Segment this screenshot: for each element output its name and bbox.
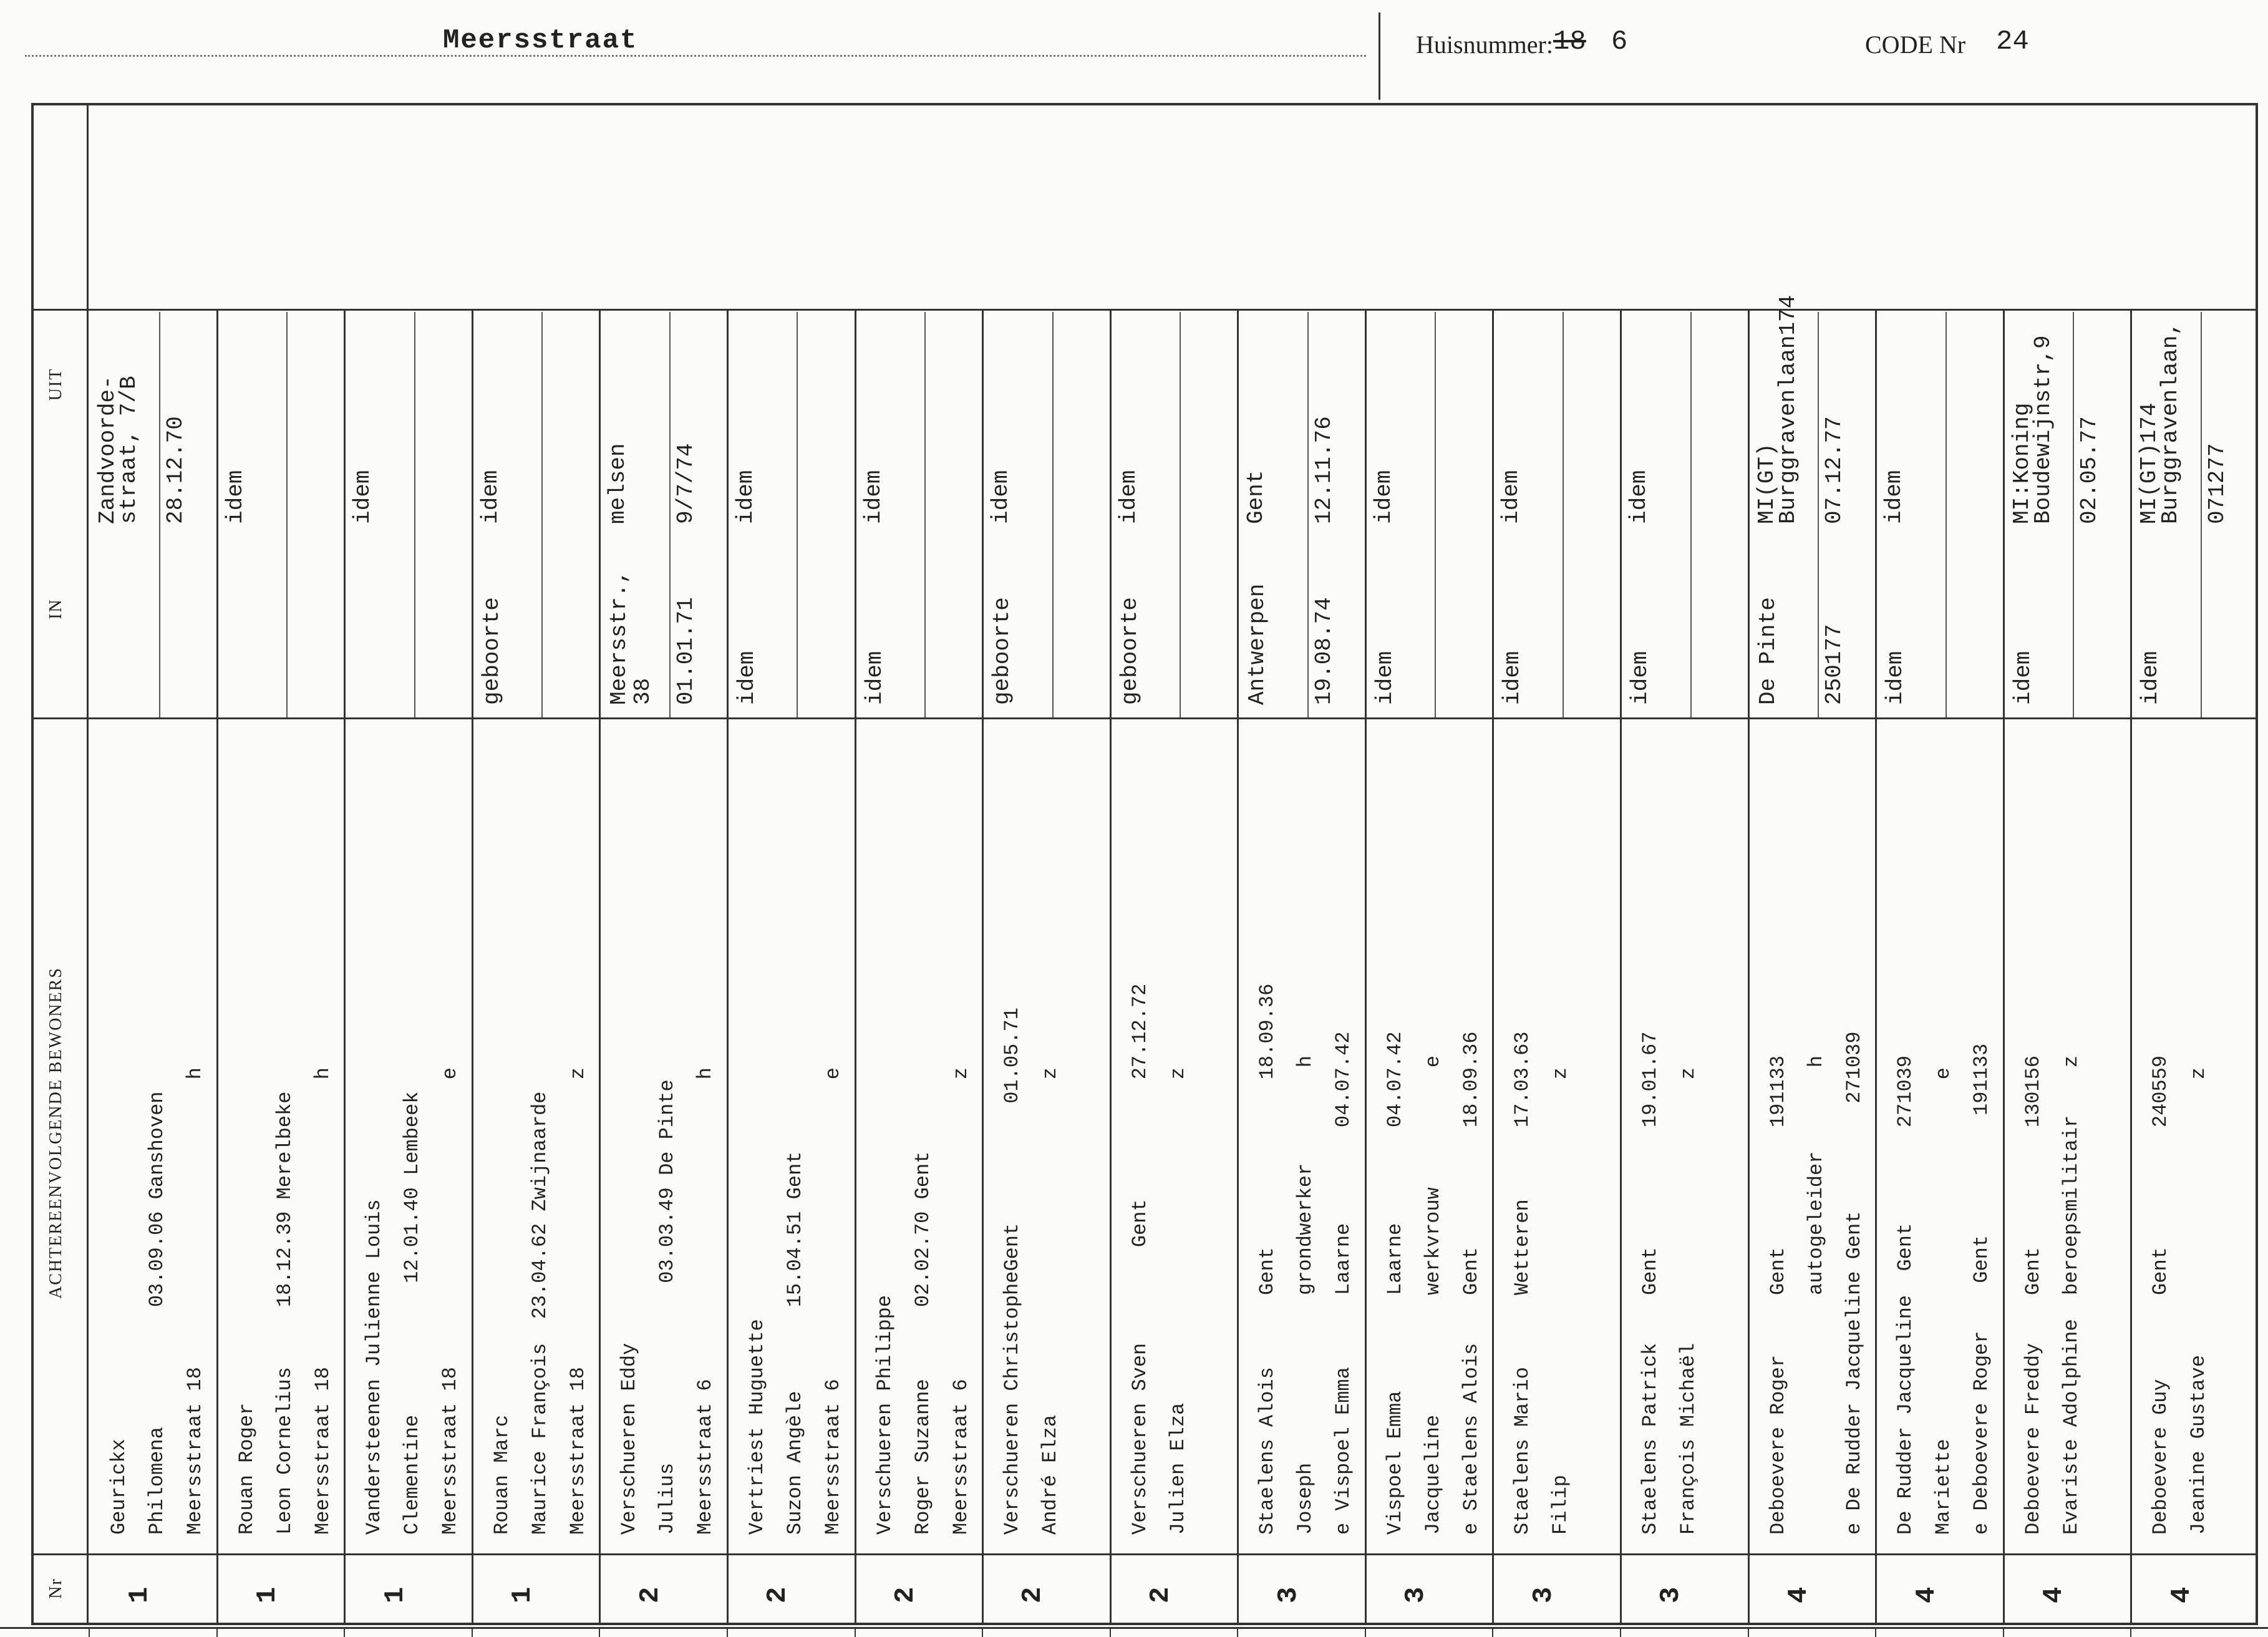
code-label: CODE Nr: [1865, 31, 1966, 59]
huisnummer-value: [1553, 26, 1627, 57]
in-subdivider: [1052, 537, 1054, 717]
resident-entry: Geurickx Philomena 03.09.06 Ganshoven Meersstraat 18 h: [107, 1067, 206, 1535]
uit-subdivider: [1307, 312, 1309, 537]
uit-destination: idem: [861, 470, 886, 524]
in-subdivider: [669, 537, 671, 717]
uit-date: 02.05.77: [2077, 416, 2102, 524]
in-origin: idem: [1500, 651, 1525, 705]
huisnummer-struck: 18: [1553, 26, 1586, 57]
in-origin: idem: [1883, 651, 1908, 705]
resident-entry: Verschueren Philippe Roger Suzanne 02.02.70 Gent Meersstraat 6 z: [873, 1067, 972, 1535]
in-subdivider: [159, 537, 160, 717]
resident-entry: Rouan Marc Maurice François 23.04.62 Zwijnaarde Meersstraat 18 z: [490, 1067, 589, 1535]
uit-date: 9/7/74: [673, 443, 699, 524]
uit-destination: idem: [1626, 470, 1652, 524]
row-separator: [1110, 309, 1112, 1625]
col-in-label: IN: [46, 598, 65, 619]
resident-entry: Staelens Alois Gent 18.09.36 Joseph grondwerker h e Vispoel Emma Laarne 04.07.42: [1256, 983, 1355, 1535]
row-nr: 2: [635, 1586, 666, 1603]
resident-entry: Vertriest Huguette Suzon Angèle 15.04.51 Gent Meersstraat 6 e: [745, 1067, 845, 1535]
row-separator: [1875, 309, 1877, 1625]
resident-entry: Staelens Mario Wetteren 17.03.63 Filip z: [1511, 1031, 1572, 1535]
resident-entry: Verschueren Eddy Julius 03.03.49 De Pinte Meersstraat 6 h: [618, 1067, 717, 1535]
row-separator: [982, 309, 984, 1625]
resident-entry: Deboevere Roger Gent 191133 autogeleider h e De Rudder Jacqueline Gent 271039: [1766, 1031, 1866, 1535]
column-header-strip: [31, 103, 89, 1625]
in-subdivider: [2073, 537, 2074, 717]
in-subdivider: [541, 537, 543, 717]
resident-entry: Rouan Roger Leon Cornelius 18.12.39 Merelbeke Meersstraat 18 h: [235, 1067, 334, 1535]
uit-date: 071277: [2204, 443, 2230, 524]
row-separator: [472, 309, 473, 1625]
row-separator: [1620, 309, 1622, 1625]
uit-date: 07.12.77: [1821, 416, 1847, 524]
uit-subdivider: [286, 312, 288, 537]
uit-destination: MI(GT)174 Burggravenlaan,: [2136, 321, 2183, 524]
in-subdivider: [414, 537, 415, 717]
huisnummer-label: Huisnummer:: [1416, 31, 1553, 59]
uit-destination: idem: [1498, 470, 1524, 524]
row-separator: [344, 309, 346, 1625]
uit-destination: idem: [1881, 470, 1907, 524]
in-origin: idem: [734, 651, 760, 705]
in-date: 01.01.71: [673, 597, 699, 705]
uit-subdivider: [1180, 312, 1181, 537]
uit-destination: MI(GT) Burggravenlaan174: [1754, 294, 1801, 524]
in-subdivider: [1307, 537, 1309, 717]
uit-subdivider: [669, 312, 671, 537]
in-subdivider: [1818, 537, 1819, 717]
col-uit-label: UIT: [46, 367, 65, 401]
row-nr: 1: [380, 1586, 411, 1603]
uit-destination: idem: [350, 470, 376, 524]
in-origin: idem: [1627, 651, 1653, 705]
row-separator: [1365, 309, 1367, 1625]
row-nr: 4: [2166, 1586, 2198, 1603]
uit-subdivider: [924, 312, 926, 537]
uit-destination: idem: [1116, 470, 1141, 524]
in-origin: geboorte: [479, 597, 505, 705]
in-subdivider: [797, 537, 798, 717]
resident-entry: Staelens Patrick Gent 19.01.67 François Michaël z: [1639, 1031, 1700, 1535]
row-nr: 1: [507, 1586, 538, 1603]
uit-destination: melsen: [605, 443, 631, 524]
row-nr: 2: [1017, 1586, 1049, 1603]
resident-entry: Deboevere Freddy Gent 130156 Evariste Adolphine beroepsmilitair z: [2022, 1055, 2083, 1535]
row-nr: 3: [1400, 1586, 1432, 1603]
uit-subdivider: [159, 312, 160, 537]
uit-subdivider: [797, 312, 798, 537]
in-subdivider: [2201, 537, 2202, 717]
in-origin: Antwerpen: [1244, 583, 1270, 705]
form-header: [0, 0, 2268, 100]
huisnummer-current: 6: [1611, 26, 1628, 57]
uit-subdivider: [1563, 312, 1564, 537]
nr-divider: [31, 1553, 2258, 1555]
in-subdivider: [1946, 537, 1947, 717]
in-uit-divider: [31, 717, 2258, 719]
col-nr-label: Nr: [46, 1578, 65, 1599]
in-origin: De Pinte: [1755, 597, 1781, 705]
row-nr: 3: [1655, 1586, 1687, 1603]
uit-subdivider: [1690, 312, 1692, 537]
uit-subdivider: [1052, 312, 1054, 537]
row-separator: [216, 309, 218, 1625]
in-subdivider: [1690, 537, 1692, 717]
row-nr: 3: [1528, 1586, 1559, 1603]
resident-entry: De Rudder Jacqueline Gent 271039 Mariette e e Deboevere Roger Gent 191133: [1894, 1043, 1993, 1535]
uit-subdivider: [1435, 312, 1436, 537]
in-date: 19.08.74: [1311, 597, 1337, 705]
uit-destination: idem: [988, 470, 1014, 524]
row-nr: 2: [762, 1586, 793, 1603]
uit-destination: idem: [733, 470, 758, 524]
in-subdivider: [286, 537, 288, 717]
row-nr: 4: [1911, 1586, 1942, 1603]
uit-subdivider: [414, 312, 415, 537]
resident-entry: Verschueren Sven Gent 27.12.72 Julien Elza z: [1128, 983, 1190, 1535]
row-separator: [1492, 309, 1494, 1625]
in-subdivider: [1435, 537, 1436, 717]
row-nr: 1: [124, 1586, 155, 1603]
row-separator: [599, 309, 601, 1625]
in-date: 250177: [1821, 624, 1847, 705]
resident-entry: Vispoel Emma Laarne 04.07.42 Jacqueline werkvrouw e e Staelens Alois Gent 18.09.36: [1384, 1031, 1483, 1535]
row-separator: [1748, 309, 1750, 1625]
row-nr: 3: [1273, 1586, 1304, 1603]
uit-date: 28.12.70: [163, 416, 188, 524]
row-separator: [2130, 309, 2132, 1625]
uit-subdivider: [541, 312, 543, 537]
row-nr: 4: [2038, 1586, 2070, 1603]
header-divider: [1379, 12, 1380, 100]
in-origin: geboorte: [989, 597, 1015, 705]
in-subdivider: [924, 537, 926, 717]
row-separator: [1237, 309, 1239, 1625]
street-dotted-line: [25, 55, 1366, 57]
uit-subdivider: [2073, 312, 2074, 537]
uit-destination: idem: [1371, 470, 1397, 524]
row-nr: 4: [1783, 1586, 1815, 1603]
in-origin: idem: [1372, 651, 1398, 705]
in-origin: geboorte: [1117, 597, 1143, 705]
uit-destination: Zandvoorde- straat, 7/B: [95, 376, 142, 524]
in-origin: idem: [2010, 651, 2036, 705]
in-subdivider: [1180, 537, 1181, 717]
street-name: Meersstraat: [443, 25, 638, 56]
row-nr: 2: [1145, 1586, 1176, 1603]
row-separator: [855, 309, 856, 1625]
bottom-edge: [0, 1627, 2268, 1629]
uit-subdivider: [1946, 312, 1947, 537]
resident-entry: Verschueren ChristopheGent 01.05.71 André Elza z: [1001, 1008, 1062, 1535]
in-subdivider: [1563, 537, 1564, 717]
uit-destination: Gent: [1243, 470, 1269, 524]
uit-destination: idem: [223, 470, 248, 524]
row-separator: [727, 309, 729, 1625]
in-origin: Meersstr., 38: [606, 570, 656, 705]
col-bewoners-label: ACHTEREENVOLGENDE BEWONERS: [46, 967, 65, 1299]
resident-entry: Vandersteenen Julienne Louis Clementine 12.01.40 Lembeek Meersstraat 18 e: [362, 1067, 462, 1535]
uit-date: 12.11.76: [1311, 416, 1337, 524]
uit-top-line: [31, 309, 2258, 311]
uit-subdivider: [2201, 312, 2202, 537]
in-origin: idem: [862, 651, 888, 705]
in-origin: idem: [2138, 651, 2163, 705]
resident-entry: Deboevere Guy Gent 240559 Jeanine Gustave z: [2149, 1055, 2210, 1535]
row-separator: [2003, 309, 2005, 1625]
uit-destination: idem: [478, 470, 503, 524]
code-value: 24: [1996, 26, 2029, 57]
uit-destination: MI:Koning Boudewijnstr,9: [2009, 335, 2056, 524]
row-nr: 1: [252, 1586, 283, 1603]
uit-subdivider: [1818, 312, 1819, 537]
row-nr: 2: [890, 1586, 921, 1603]
